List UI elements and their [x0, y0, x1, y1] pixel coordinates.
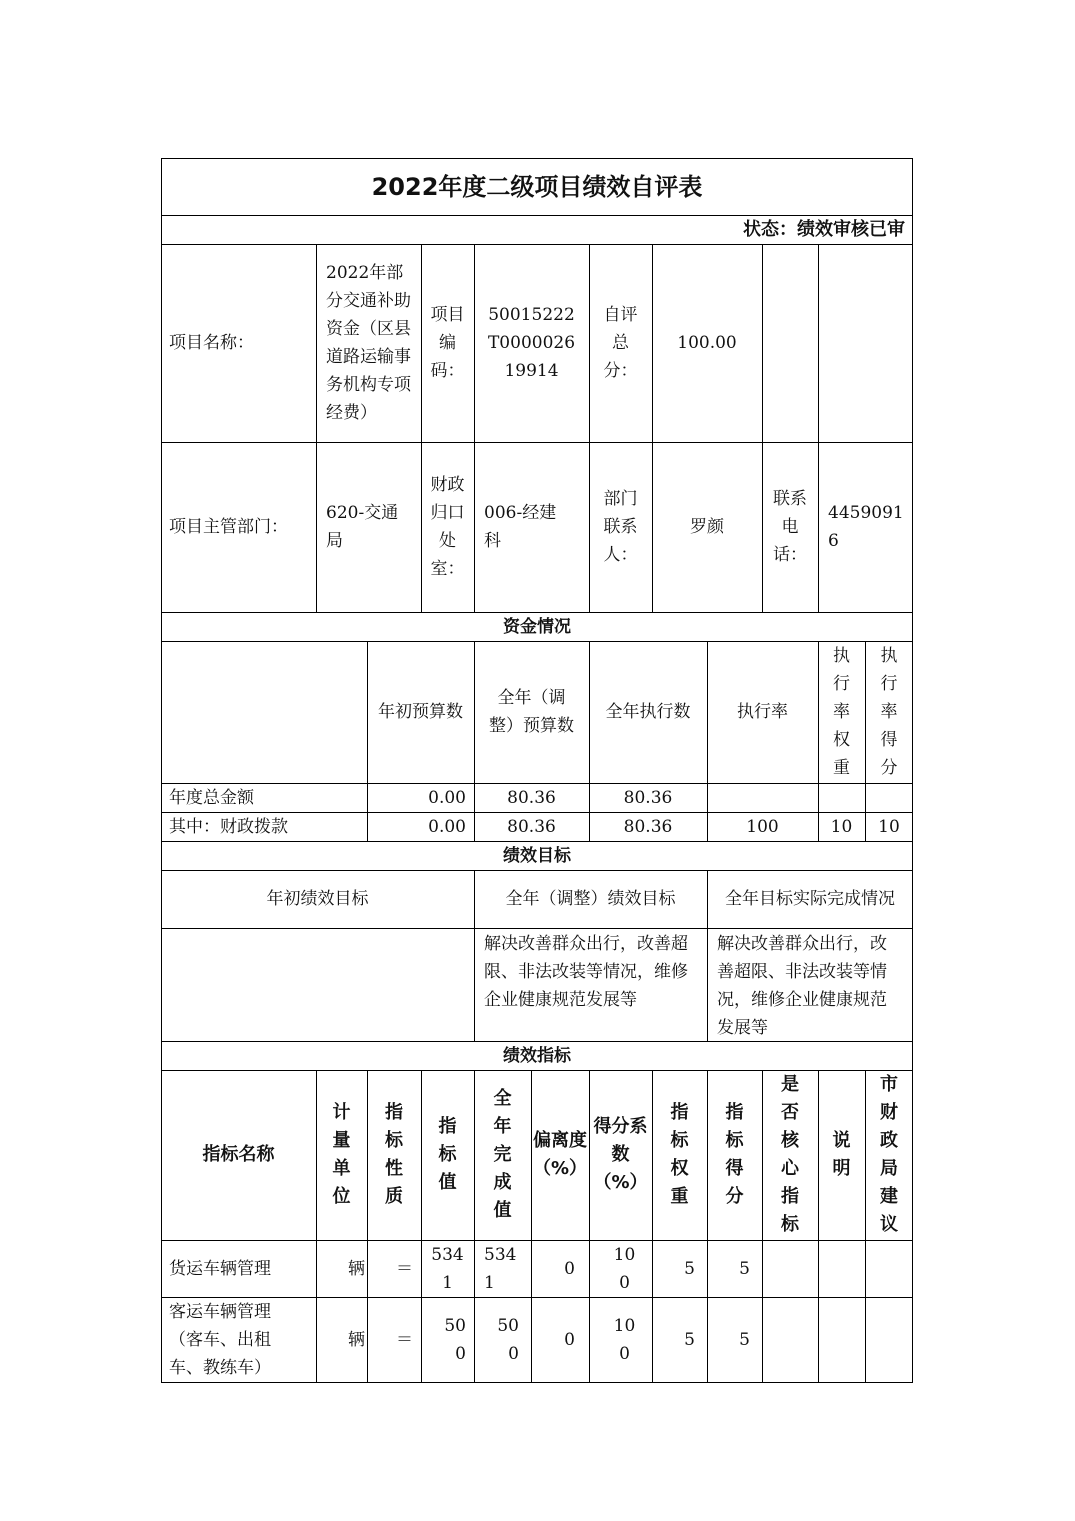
ind-row-nature: ＝ [396, 1258, 413, 1279]
funds-row-rate [707, 783, 818, 812]
funds-row-rate: 100 [746, 816, 779, 837]
contact-label: 部门联系人： [603, 489, 638, 565]
ind-row-advice [865, 1240, 913, 1297]
goals-adjusted: 解决改善群众出行，改善超限、非法改装等情况，维修企业健康规范发展等 [484, 934, 688, 1010]
goals-initial [161, 928, 474, 1041]
ind-row-core [762, 1240, 818, 1297]
ind-row-target: 500 [444, 1316, 466, 1364]
funds-header-rate: 执行率 [737, 702, 788, 722]
project-name-label: 项目名称： [169, 333, 254, 353]
funds-row-score: 10 [878, 816, 900, 837]
ind-header-target: 指标值 [438, 1116, 457, 1193]
ind-row-unit: 辆 [348, 1330, 365, 1350]
funds-row-executed: 80.36 [623, 787, 673, 808]
ind-row-deviation: 0 [564, 1330, 575, 1350]
funds-row-adjusted: 80.36 [507, 816, 556, 837]
funds-row-executed: 80.36 [623, 816, 673, 837]
ind-row-coef: 100 [613, 1244, 636, 1293]
funds-header-score: 执行率得分 [880, 646, 898, 778]
ind-row-target: 5341 [431, 1244, 464, 1293]
goals-section-title: 绩效目标 [503, 845, 571, 866]
ind-row-name: 客运车辆管理（客车、出租车、教练车） [169, 1302, 271, 1378]
ind-header-core: 是否核心指标 [781, 1074, 799, 1235]
funds-header-weight: 执行率权重 [833, 646, 850, 778]
funds-header-executed: 全年执行数 [605, 702, 691, 722]
ind-row-advice [865, 1297, 913, 1383]
ind-row-nature: ＝ [396, 1330, 413, 1350]
score-value: 100.00 [677, 333, 737, 353]
phone-value: 44590916 [828, 503, 904, 551]
ind-row-note [818, 1240, 865, 1297]
ind-header-nature: 指标性质 [385, 1102, 403, 1207]
goals-header-actual: 全年目标实际完成情况 [725, 889, 895, 909]
dept-value: 620-交通局 [326, 503, 399, 551]
ind-header-advice: 市财政局建议 [880, 1074, 898, 1235]
funds-row-label: 年度总金额 [169, 787, 254, 808]
ind-header-unit: 计量单位 [332, 1102, 351, 1207]
funds-row-score [865, 783, 913, 812]
ind-row-actual: 500 [497, 1316, 519, 1364]
ind-row-actual: 5341 [484, 1244, 517, 1293]
status-text: 状态：绩效审核已审 [743, 218, 905, 240]
ind-row-score: 5 [739, 1258, 750, 1279]
phone-label: 联系电话： [773, 489, 807, 565]
ind-header-deviation: 偏离度（%） [532, 1130, 588, 1179]
goals-header-initial: 年初绩效目标 [266, 889, 369, 909]
score-label: 自评总分： [603, 305, 638, 381]
ind-row-name: 货运车辆管理 [169, 1258, 271, 1279]
ind-row-core [762, 1297, 818, 1383]
finance-office-label: 财政归口处室： [430, 475, 465, 579]
ind-row-deviation: 0 [564, 1258, 575, 1279]
ind-row-unit: 辆 [348, 1258, 365, 1279]
funds-row-label: 其中：财政拨款 [169, 816, 288, 837]
ind-header-note: 说明 [832, 1130, 851, 1179]
ind-row-note [818, 1297, 865, 1383]
funds-row-initial: 0.00 [428, 787, 466, 808]
ind-header-score: 指标得分 [725, 1102, 744, 1207]
indicators-section-title: 绩效指标 [503, 1045, 571, 1066]
project-name-value: 2022年部分交通补助资金（区县道路运输事务机构专项经费） [326, 263, 411, 423]
contact-value: 罗颜 [690, 517, 724, 537]
ind-header-weight: 指标权重 [670, 1102, 689, 1207]
finance-office-value: 006-经建科 [484, 503, 557, 551]
goals-actual: 解决改善群众出行，改善超限、非法改装等情况，维修企业健康规范发展等 [717, 934, 887, 1038]
ind-header-name: 指标名称 [202, 1144, 275, 1165]
dept-label: 项目主管部门： [169, 517, 288, 537]
ind-header-coef: 得分系数（%） [593, 1116, 648, 1193]
funds-row-initial: 0.00 [428, 816, 466, 837]
ind-row-score: 5 [739, 1330, 750, 1350]
project-code-value: 50015222T000002619914 [487, 305, 576, 381]
funds-header-initial: 年初预算数 [378, 702, 463, 722]
ind-row-coef: 100 [613, 1316, 636, 1364]
project-code-label: 项目编码： [430, 305, 465, 381]
ind-header-actual: 全年完成值 [493, 1088, 512, 1221]
funds-row-adjusted: 80.36 [507, 787, 556, 808]
funds-section-title: 资金情况 [503, 616, 571, 637]
ind-row-weight: 5 [684, 1258, 695, 1279]
ind-row-weight: 5 [684, 1330, 695, 1350]
goals-header-adjusted: 全年（调整）绩效目标 [505, 889, 676, 909]
funds-row-weight: 10 [830, 816, 853, 837]
page-title: 2022年度二级项目绩效自评表 [371, 172, 703, 201]
funds-row-weight [818, 783, 865, 812]
funds-header-adjusted: 全年（调整）预算数 [489, 688, 574, 736]
